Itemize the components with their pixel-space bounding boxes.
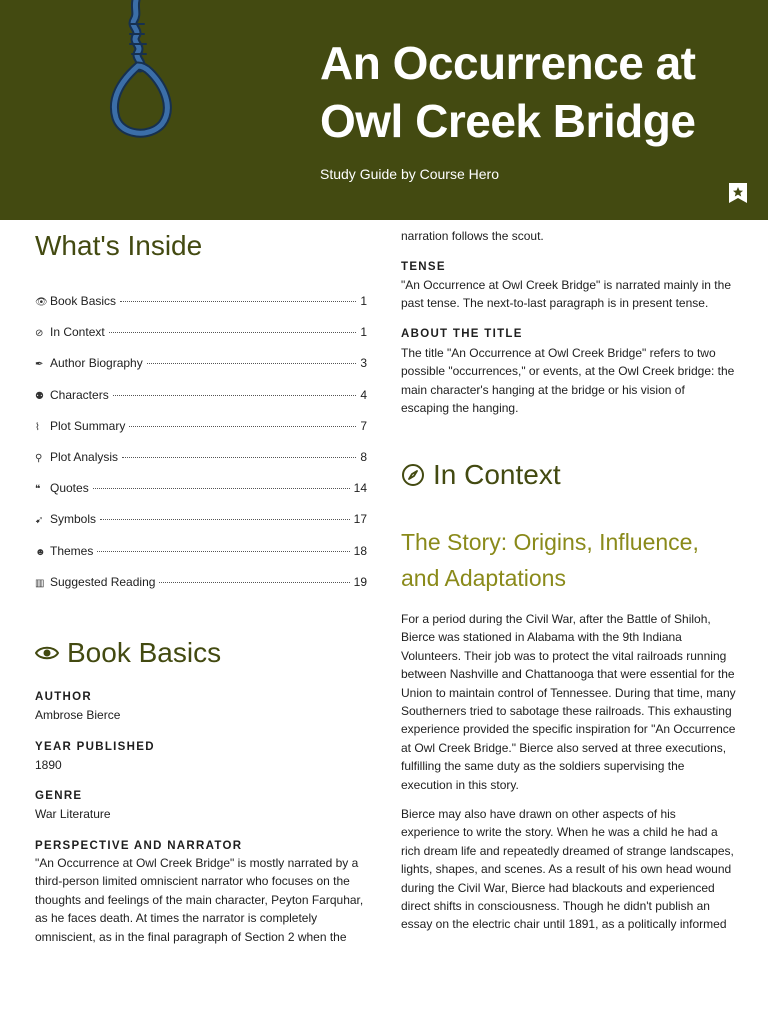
toc-label: Plot Summary xyxy=(50,418,126,433)
eye-icon: 👁 xyxy=(35,297,48,308)
year-label: YEAR PUBLISHED xyxy=(35,741,155,753)
toc-item-themes[interactable] xyxy=(35,544,367,575)
toc-page: 3 xyxy=(360,356,367,371)
table-of-contents xyxy=(35,294,367,606)
bird-icon: ➹ xyxy=(35,515,44,527)
people-icon: ⚉ xyxy=(35,390,44,402)
perspective-label: PERSPECTIVE AND NARRATOR xyxy=(35,840,243,852)
compass-icon xyxy=(401,463,425,487)
toc-item-in-context[interactable] xyxy=(35,325,367,356)
toc-item-symbols[interactable] xyxy=(35,512,367,543)
perspective-value: "An Occurrence at Owl Creek Bridge" is mostly narrated by a third-person limited omniscient narrator who focuses on the thoughts and feelings of the main character, Peyton Farquhar, as he faces death. At times the narrator is completely omniscient, as in the final paragraph of Section 2 when the xyxy=(35,856,364,944)
author-value: Ambrose Bierce xyxy=(35,708,121,722)
toc-page: 14 xyxy=(353,481,367,496)
about-title-value: The title "An Occurrence at Owl Creek Bridge" refers to two possible "occurrences," or events, at the Owl Creek bridge: the main character's hanging at the bridge or his vision of escaping the hanging. xyxy=(401,346,735,416)
perspective-continued: narration follows the scout. xyxy=(401,229,544,243)
document-title xyxy=(320,34,760,150)
toc-leader xyxy=(159,582,349,583)
toc-page: 17 xyxy=(353,512,367,527)
tense-label: TENSE xyxy=(401,261,446,273)
genre-field xyxy=(35,790,365,823)
in-context-title: In Context xyxy=(433,459,561,490)
books-icon: ▥ xyxy=(35,577,45,589)
chart-icon: ⌇ xyxy=(35,421,40,433)
eye-icon xyxy=(35,645,59,661)
toc-leader xyxy=(147,363,357,364)
year-field xyxy=(35,741,365,774)
about-title-label: ABOUT THE TITLE xyxy=(401,328,523,340)
magnifier-icon: ⚲ xyxy=(35,452,43,464)
toc-leader xyxy=(120,301,356,302)
book-basics-title: Book Basics xyxy=(67,637,222,668)
title-line-1: An Occurrence at xyxy=(320,37,696,89)
toc-label: Author Biography xyxy=(50,356,143,371)
toc-page: 1 xyxy=(360,294,367,308)
toc-heading: What's Inside xyxy=(35,230,203,261)
pen-nib-icon: ✒ xyxy=(35,359,44,371)
compass-icon: ⊘ xyxy=(35,328,44,340)
course-hero-badge-icon xyxy=(728,182,748,204)
toc-leader xyxy=(122,457,356,458)
toc-item-plot-summary[interactable] xyxy=(35,419,367,450)
genre-label: GENRE xyxy=(35,790,83,802)
toc-page: 19 xyxy=(353,574,367,589)
toc-leader xyxy=(113,395,357,396)
toc-page: 4 xyxy=(360,387,367,402)
masks-icon: ☻ xyxy=(35,546,46,558)
toc-item-quotes[interactable] xyxy=(35,481,367,512)
toc-page: 8 xyxy=(360,449,367,464)
perspective-field xyxy=(35,840,365,946)
author-label: AUTHOR xyxy=(35,691,92,703)
toc-item-book-basics[interactable] xyxy=(35,294,367,325)
quote-icon: ❝ xyxy=(35,484,41,496)
year-value: 1890 xyxy=(35,758,62,772)
toc-page: 18 xyxy=(353,543,367,558)
toc-leader xyxy=(97,551,349,552)
toc-label: In Context xyxy=(50,325,105,340)
in-context-heading xyxy=(401,459,561,491)
toc-leader xyxy=(109,332,357,333)
header-banner xyxy=(0,0,768,220)
genre-value: War Literature xyxy=(35,807,111,821)
title-line-2: Owl Creek Bridge xyxy=(320,95,696,147)
story-origins-subheading: The Story: Origins, Influence, and Adaptations xyxy=(401,529,699,591)
context-paragraph-1: For a period during the Civil War, after the Battle of Shiloh, Bierce was stationed in Alabama with the 9th Indiana Volunteers. Their job was to protect the vital railroads running between Nashville and Chattanooga that were essential for the Union to maintain control of Tennessee. During that time, many Southerners tried to sabotage these railroads. This exhausting experience provided the specific inspiration for "An Occurrence at Owl Creek Bridge." Bierce also served at three executions, fulfilling the same duty as the soldiers supervising the execution in this story. xyxy=(401,612,736,792)
toc-item-author-biography[interactable] xyxy=(35,356,367,387)
toc-label: Quotes xyxy=(50,481,89,496)
context-paragraph-2: Bierce may also have drawn on other aspects of his experience to write the story. When he was a child he had a rich dream life and repeatedly dreamed of strange landscapes, lights, shapes, and scenes. As a result of his own head wound during the Civil War, Bierce had blackouts and experienced direct shifts in consciousness. Though he didn't publish an essay on the electric chair until 1891, as a politically informed xyxy=(401,807,734,932)
toc-label: Book Basics xyxy=(50,294,117,308)
toc-label: Symbols xyxy=(50,512,97,527)
toc-label: Characters xyxy=(50,387,109,402)
toc-label: Suggested Reading xyxy=(50,574,156,589)
toc-leader xyxy=(100,519,350,520)
noose-icon xyxy=(100,0,190,145)
toc-item-plot-analysis[interactable] xyxy=(35,450,367,481)
toc-label: Plot Analysis xyxy=(50,449,119,464)
toc-label: Themes xyxy=(50,543,94,558)
toc-item-characters[interactable] xyxy=(35,388,367,419)
subtitle: Study Guide by Course Hero xyxy=(320,166,499,182)
author-field xyxy=(35,691,365,724)
toc-page: 7 xyxy=(360,418,367,433)
tense-value: "An Occurrence at Owl Creek Bridge" is narrated mainly in the past tense. The next-to-last paragraph is in present tense. xyxy=(401,278,731,311)
toc-item-suggested-reading[interactable] xyxy=(35,575,367,606)
toc-leader xyxy=(93,488,350,489)
toc-leader xyxy=(129,426,356,427)
toc-page: 1 xyxy=(360,325,367,340)
book-basics-heading xyxy=(35,637,221,669)
